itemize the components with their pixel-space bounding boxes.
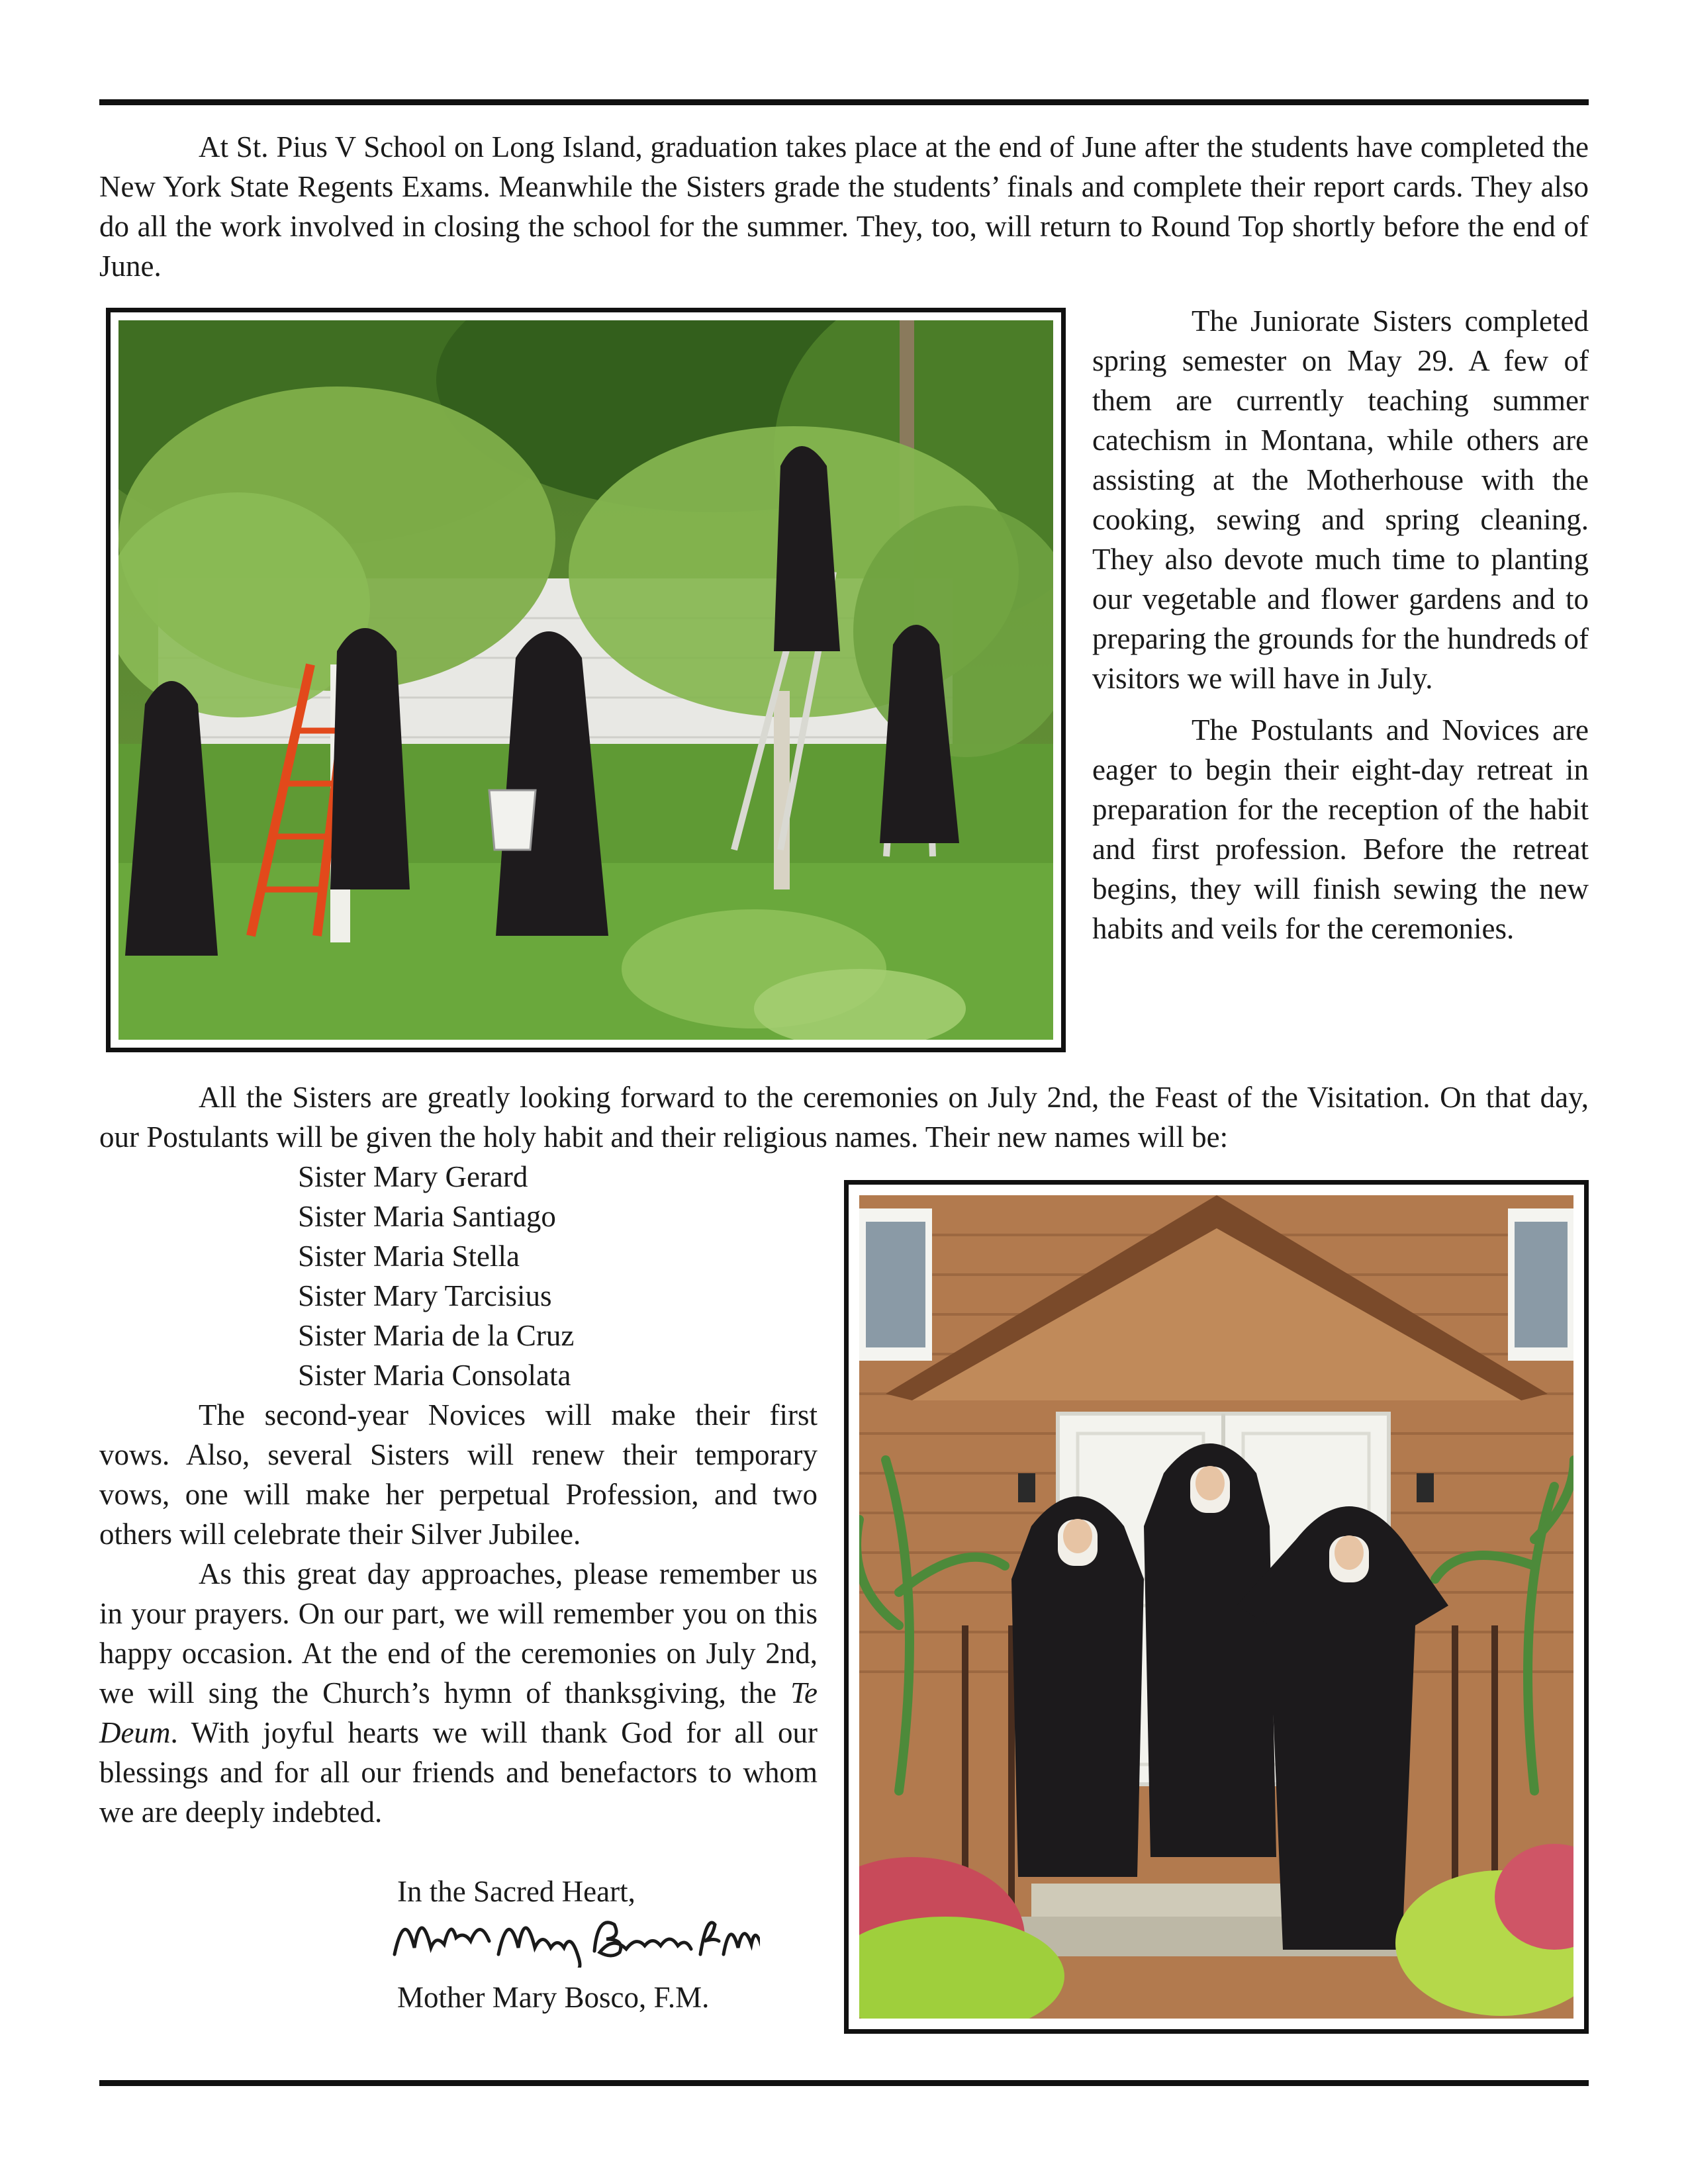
vows-paragraph: The second-year Novices will make their first vows. Also, several Sisters will renew their temporary vows, one will make her perpetual Profession, and two others will celebrate their Silver Jubilee. (99, 1398, 818, 1551)
name-item: Sister Maria de la Cruz (298, 1319, 575, 1352)
name-item: Sister Maria Stella (298, 1240, 520, 1273)
bottom-rule (99, 2080, 1589, 2086)
orchard-photo-image (118, 320, 1053, 1040)
left-column (99, 1395, 818, 1832)
handwritten-signature (389, 1908, 760, 1968)
top-rule (99, 99, 1589, 105)
intro-paragraph: At St. Pius V School on Long Island, graduation takes place at the end of June after the students have completed the New York State Regents Exams. Meanwhile the Sisters grade the students’ finals and complete their report cards. They also do all the work involved in closing the school for the summer. They, too, will return to Round Top shortly before the end of June. (99, 130, 1589, 283)
orchard-photo (106, 308, 1066, 1052)
sisters-photo (844, 1180, 1589, 2034)
prayers-text-before: As this great day approaches, please remember us in your prayers. On our part, we will remember you on this happy occasion. At the end of the ceremonies on July 2nd, we will sing the Church’s hymn of thanksgiving, the (99, 1557, 818, 1709)
postulants-paragraph: The Postulants and Novices are eager to begin their eight-day retreat in preparation for the reception of the habit and first profession. Before the retreat begins, they will finish sewing the new habits and veils for the ceremonies. (1092, 713, 1589, 945)
name-item: Sister Mary Gerard (298, 1160, 528, 1193)
juniorate-paragraph: The Juniorate Sisters completed spring semester on May 29. A few of them are currently teaching summer catechism in Montana, while others are assisting at the Motherhouse with the cooking, sewing and spring cleaning. They also devote much time to planting our vegetable and flower gardens and to preparing the grounds for the hundreds of visitors we will have in July. (1092, 304, 1589, 695)
hymn-title: Te Deum (99, 1676, 818, 1749)
right-column (1092, 301, 1589, 948)
sisters-photo-image (859, 1195, 1573, 2019)
name-item: Sister Maria Santiago (298, 1200, 556, 1233)
prayers-text-after: . With joyful hearts we will thank God for all our blessings and for all our friends and benefactors to whom we are deeply indebted. (99, 1716, 818, 1829)
prayers-paragraph (99, 1554, 818, 1832)
signer-name: Mother Mary Bosco, F.M. (397, 1981, 710, 2014)
name-item: Sister Mary Tarcisius (298, 1279, 552, 1312)
new-names-list (298, 1157, 574, 1395)
ceremony-paragraph: All the Sisters are greatly looking forward to the ceremonies on July 2nd, the Feast of the Visitation. On that day, our Postulants will be given the holy habit and their religious names. Their new names will be: (99, 1081, 1589, 1154)
name-item: Sister Maria Consolata (298, 1359, 571, 1392)
closing-salutation: In the Sacred Heart, (397, 1875, 635, 1908)
